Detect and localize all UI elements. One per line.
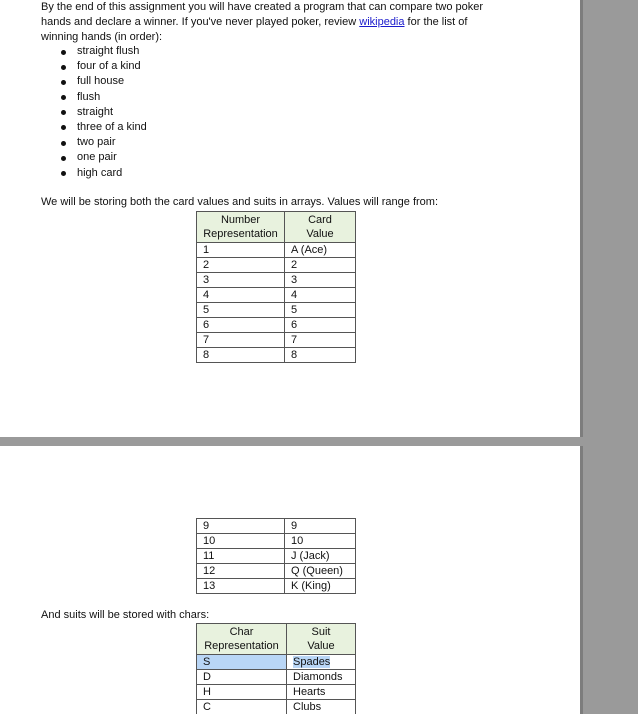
values-table-continued (196, 518, 356, 594)
value-cell[interactable]: 5 (285, 303, 356, 318)
table-row (197, 579, 356, 594)
table-row (197, 549, 356, 564)
number-cell[interactable]: 2 (197, 258, 285, 273)
table-row (197, 288, 356, 303)
value-cell[interactable]: K (King) (285, 579, 356, 594)
intro-text-end: for the list of winning hands (in order): (41, 16, 468, 43)
table-row (197, 655, 356, 670)
intro-paragraph (41, 0, 501, 45)
value-cell[interactable]: Q (Queen) (285, 564, 356, 579)
value-cell[interactable] (287, 655, 356, 670)
number-cell[interactable]: 4 (197, 288, 285, 303)
intro-text-start: By the end of this assignment you will have created a program that can compare two poker hands and declare a winner. If you've never played poker, review (41, 1, 484, 28)
winning-hand-item: one pair (61, 150, 147, 165)
table-row (197, 685, 356, 700)
number-cell[interactable]: 7 (197, 333, 285, 348)
table-row (197, 273, 356, 288)
winning-hand-item: four of a kind (61, 59, 147, 74)
value-cell[interactable]: 10 (285, 534, 356, 549)
number-cell[interactable]: 5 (197, 303, 285, 318)
number-cell[interactable]: 3 (197, 273, 285, 288)
winning-hand-item: two pair (61, 135, 147, 150)
page-shadow (580, 446, 583, 714)
value-cell[interactable]: J (Jack) (285, 549, 356, 564)
number-cell[interactable]: 1 (197, 243, 285, 258)
values-intro: We will be storing both the card values and suits in arrays. Values will range from: (41, 196, 438, 208)
table-header-row (197, 212, 356, 243)
column-header: Suit Value (287, 624, 356, 655)
number-cell[interactable]: 9 (197, 519, 285, 534)
value-cell[interactable]: Diamonds (287, 670, 356, 685)
value-cell[interactable]: 9 (285, 519, 356, 534)
table-row (197, 700, 356, 714)
number-cell[interactable]: C (197, 700, 287, 714)
column-header: Number Representation (197, 212, 285, 243)
winning-hand-item: straight (61, 105, 147, 120)
table-row (197, 348, 356, 363)
page-shadow (580, 0, 583, 437)
number-cell[interactable]: D (197, 670, 287, 685)
number-cell[interactable]: S (197, 655, 287, 670)
table-row (197, 564, 356, 579)
value-cell[interactable]: 8 (285, 348, 356, 363)
table-row (197, 318, 356, 333)
winning-hand-item: high card (61, 166, 147, 181)
values-table (196, 211, 356, 363)
number-cell[interactable]: 6 (197, 318, 285, 333)
suits-table (196, 623, 356, 714)
number-cell[interactable]: 10 (197, 534, 285, 549)
number-cell[interactable]: 11 (197, 549, 285, 564)
winning-hands-list (61, 44, 147, 181)
document-page-2 (0, 446, 580, 714)
winning-hand-item: full house (61, 74, 147, 89)
winning-hand-item: flush (61, 90, 147, 105)
table-row (197, 243, 356, 258)
number-cell[interactable]: 13 (197, 579, 285, 594)
winning-hand-item: three of a kind (61, 120, 147, 135)
table-row (197, 258, 356, 273)
table-row (197, 519, 356, 534)
suits-intro: And suits will be stored with chars: (41, 609, 210, 621)
value-cell[interactable]: 6 (285, 318, 356, 333)
table-row (197, 670, 356, 685)
table-header-row (197, 624, 356, 655)
selected-text: Spades (293, 655, 331, 668)
table-row (197, 333, 356, 348)
number-cell[interactable]: 8 (197, 348, 285, 363)
value-cell[interactable]: Hearts (287, 685, 356, 700)
table-row (197, 534, 356, 549)
number-cell[interactable]: 12 (197, 564, 285, 579)
column-header: Char Representation (197, 624, 287, 655)
value-cell[interactable]: Clubs (287, 700, 356, 714)
table-row (197, 303, 356, 318)
value-cell[interactable]: A (Ace) (285, 243, 356, 258)
number-cell[interactable]: H (197, 685, 287, 700)
value-cell[interactable]: 2 (285, 258, 356, 273)
value-cell[interactable]: 4 (285, 288, 356, 303)
wikipedia-link[interactable]: wikipedia (359, 16, 405, 28)
value-cell[interactable]: 7 (285, 333, 356, 348)
winning-hand-item: straight flush (61, 44, 147, 59)
column-header: Card Value (285, 212, 356, 243)
value-cell[interactable]: 3 (285, 273, 356, 288)
